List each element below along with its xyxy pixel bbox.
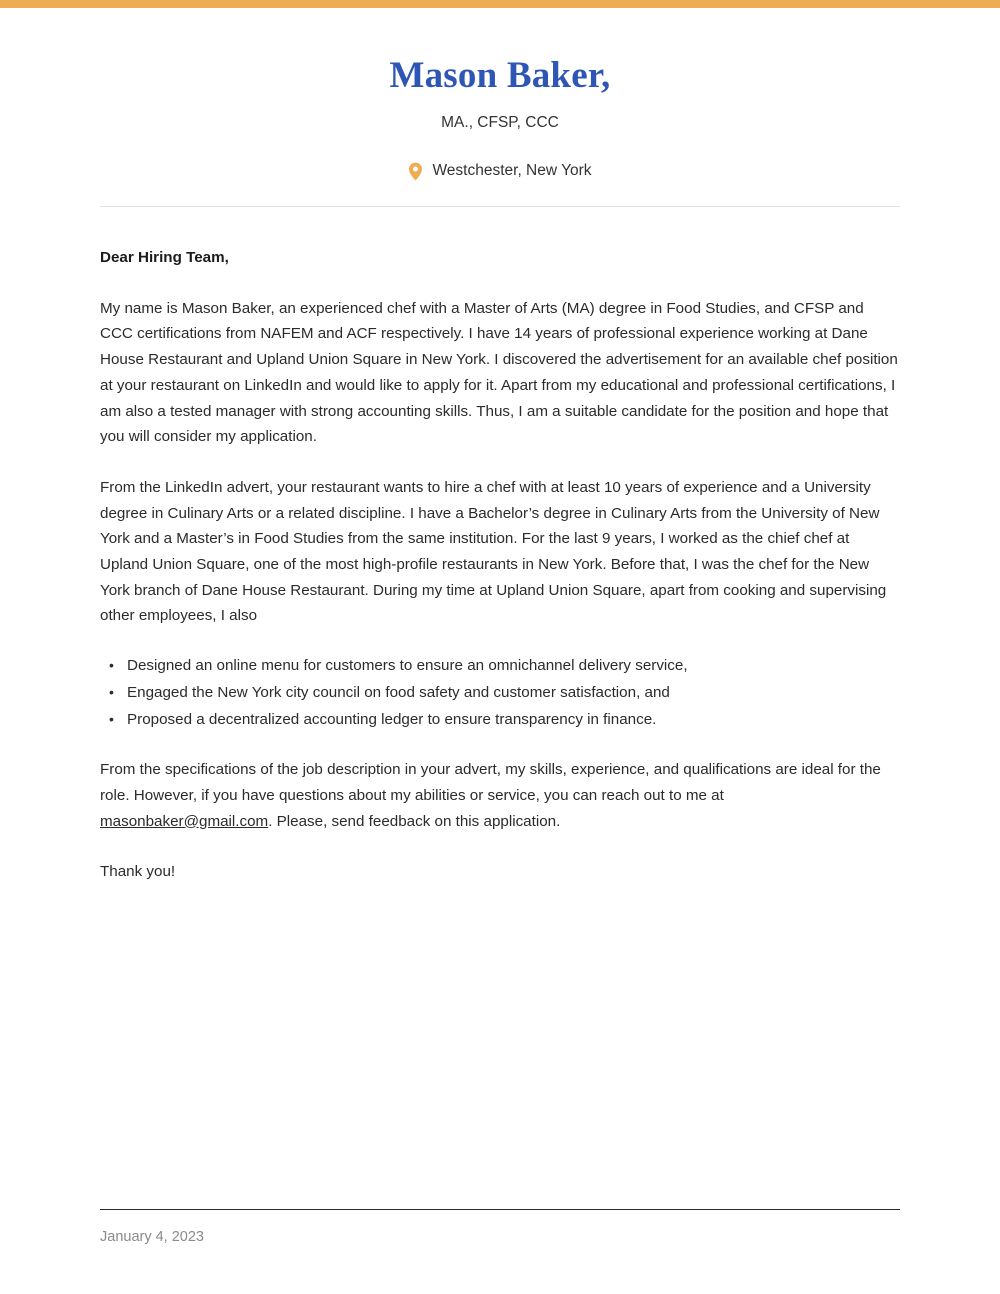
- footer-divider: [100, 1209, 900, 1210]
- email-link[interactable]: masonbaker@gmail.com: [100, 812, 269, 830]
- header-divider: [100, 206, 900, 207]
- location-pin-icon: [408, 162, 423, 181]
- list-item: • Engaged the New York city council on food safety and customer satisfaction, and: [100, 680, 900, 706]
- paragraph-3: [100, 757, 900, 834]
- achievements-list: [100, 653, 900, 732]
- salutation: Dear Hiring Team,: [100, 249, 229, 266]
- footer-date: January 4, 2023: [100, 1229, 204, 1245]
- list-item: • Proposed a decentralized accounting ledger to ensure transparency in finance.: [100, 707, 900, 733]
- top-accent-bar: [0, 0, 1000, 8]
- paragraph-3-text-after-email: . Please, send feedback on this application.: [268, 812, 561, 830]
- list-item: • Designed an online menu for customers to ensure an omnichannel delivery service,: [100, 653, 900, 679]
- paragraph-2: From the LinkedIn advert, your restaurant wants to hire a chef with at least 10 years of experience and a University degree in Culinary Arts or a related discipline. I have a Bachelor’s degree in Culinary Arts from the University of New York and a Master’s in Food Studies from the same institution. For the last 9 years, I worked as the chief chef at Upland Union Square, one of the most high-profile restaurants in New York. Before that, I was the chef for the New York branch of Dane House Restaurant. During my time at Upland Union Square, apart from cooking and supervising other employees, I also: [100, 478, 887, 625]
- closing-line: Thank you!: [100, 863, 176, 881]
- applicant-credentials: MA., CFSP, CCC: [441, 114, 559, 131]
- paragraph-1: My name is Mason Baker, an experienced chef with a Master of Arts (MA) degree in Food Studies, and CFSP and CCC certifications from NAFEM and ACF respectively. I have 14 years of professional experience working at Dane House Restaurant and Upland Union Square in New York. I discovered the advertisement for an available chef position at your restaurant on LinkedIn and would like to apply for it. Apart from my educational and professional certifications, I am also a tested manager with strong accounting skills. Thus, I am a suitable candidate for the position and hope that you will consider my application.: [100, 299, 898, 446]
- letter-body: [100, 215, 900, 885]
- letter-footer: [100, 1209, 900, 1247]
- applicant-name: Mason Baker,: [389, 55, 611, 96]
- location-row: [100, 161, 900, 181]
- paragraph-3-text-before-email: From the specifications of the job description in your advert, my skills, experience, and qualifications are ideal for the role. However, if you have questions about my abilities or service, you can reach out to me at: [100, 761, 881, 804]
- location-text: Westchester, New York: [432, 162, 592, 179]
- letter-header: [100, 8, 900, 207]
- page-content: [0, 8, 1000, 1294]
